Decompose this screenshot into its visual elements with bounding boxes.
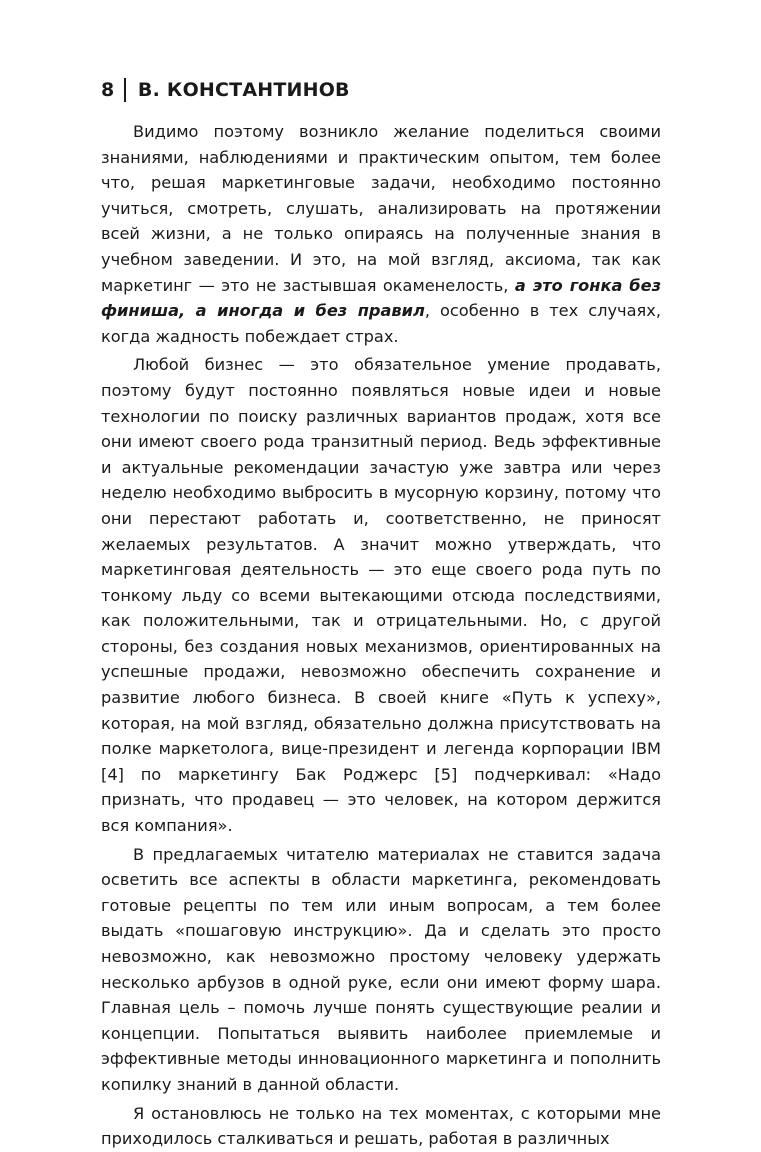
paragraph-4: Я остановлюсь не только на тех моментах, с которыми мне приходилось сталкиваться и решать, работая в различных <box>101 1103 661 1149</box>
running-header <box>101 78 350 102</box>
page-number: 8 <box>101 79 115 101</box>
author-name: В. КОНСТАНТИНОВ <box>137 79 350 101</box>
paragraph-3: В предлагаемых читателю материалах не ставится задача осветить все аспекты в области маркетинга, рекомендовать готовые рецепты по тем или иным вопросам, а тем более выдать «пошаговую инструкцию». Да и сделать это просто невозможно, как невозможно простому человеку удержать несколько арбузов в одной руке, если они имеют форму шара. Главная цель – помочь лучше понять существующие реалии и концепции. Попытаться выявить наиболее приемлемые и эффективные методы инновационного маркетинга и пополнить копилку знаний в данной области. <box>101 844 661 1094</box>
paragraph-2: Любой бизнес — это обязательное умение продавать, поэтому будут постоянно появляться новые идеи и новые технологии по поиску различных вариантов продаж, хотя все они имеют своего рода транзитный период. Ведь эффективные и актуальные рекомендации зачастую уже завтра или через неделю необходимо выбросить в мусорную корзину, потому что они перестают работать и, соответственно, не приносят желаемых результатов. А значит можно утверждать, что маркетинговая деятельность — это еще своего рода путь по тонкому льду со всеми вытекающими отсюда последствиями, как положительными, так и отрицательными. Но, с другой стороны, без создания новых механизмов, ориентированных на успешные продажи, невозможно обеспечить сохранение и развитие любого бизнеса. В своей книге «Путь к успеху», которая, на мой взгляд, обязательно должна присутствовать на полке маркетолога, вице-президент и легенда корпорации IBM [4] по маркетингу Бак Роджерс [5] подчеркивал: «Надо признать, что продавец — это человек, на котором держится вся компания». <box>101 355 661 836</box>
body-text <box>101 119 661 1152</box>
paragraph-1-tail: , особенно в тех случаях, когда жадность побеждает страх. <box>101 301 661 346</box>
header-separator <box>124 78 126 102</box>
paragraph-1-text: Видимо поэтому возникло желание поделиться своими знаниями, наблюдениями и практическим опытом, тем более что, решая маркетинговые задачи, необходимо постоянно учиться, смотреть, слушать, анализировать на протяжении всей жизни, а не только опираясь на полученные знания в учебном заведении. И это, на мой взгляд, аксиома, так как маркетинг — это не застывшая окаменелость, <box>101 122 661 295</box>
emphasized-phrase: а это гонка без финиша, а иногда и без правил <box>101 275 661 321</box>
paragraph-1 <box>101 119 661 349</box>
